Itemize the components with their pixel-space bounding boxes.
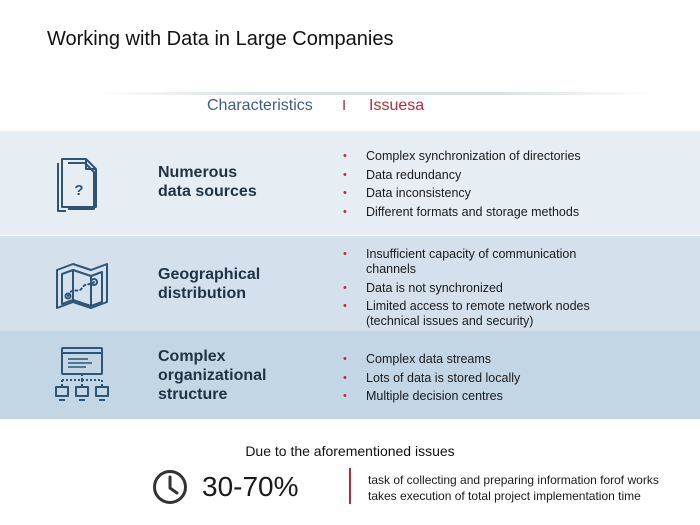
characteristics-heading: Characteristics — [207, 97, 313, 114]
footer-heading: Due to the aforementioned issues — [245, 443, 455, 459]
page-title: Working with Data in Large Companies — [47, 28, 394, 50]
row-geographical-distribution — [0, 236, 700, 331]
list-item: • Data inconsistency — [343, 186, 581, 201]
map-route-icon — [52, 256, 112, 316]
header-separator: I — [342, 97, 347, 114]
issues-list — [343, 352, 520, 408]
issues-list — [343, 149, 581, 223]
clock-icon — [152, 469, 188, 505]
list-item: • Data redundancy — [343, 168, 581, 183]
header-divider — [95, 92, 655, 95]
footer-divider — [349, 468, 351, 504]
list-item: • Data is not synchronized — [343, 281, 633, 296]
document-question-icon — [52, 153, 112, 213]
svg-text:?: ? — [74, 182, 84, 199]
percentage-value: 30-70% — [202, 471, 299, 502]
row-complex-organizational-structure — [0, 331, 700, 419]
row-title: Geographical distribution — [158, 266, 261, 302]
list-item: • Lots of data is stored locally — [343, 371, 520, 386]
column-header — [0, 97, 700, 117]
row-title: Complex organizational structure — [158, 348, 267, 403]
row-title: Numerous data sources — [158, 164, 257, 200]
list-item: • Limited access to remote network nodes (technical issues and security) — [343, 299, 633, 329]
issues-list — [343, 247, 633, 333]
list-item: • Different formats and storage methods — [343, 205, 581, 220]
issues-heading: Issuesa — [369, 97, 425, 114]
list-item: • Complex data streams — [343, 352, 520, 367]
list-item: • Complex synchronization of directories — [343, 149, 581, 164]
list-item: • Multiple decision centres — [343, 389, 520, 404]
row-numerous-data-sources — [0, 131, 700, 235]
list-item: • Insufficient capacity of communication channels — [343, 247, 613, 277]
footer-description: task of collecting and preparing information forof works takes execution of total project implementation time — [368, 473, 659, 503]
network-hierarchy-icon — [52, 345, 112, 405]
